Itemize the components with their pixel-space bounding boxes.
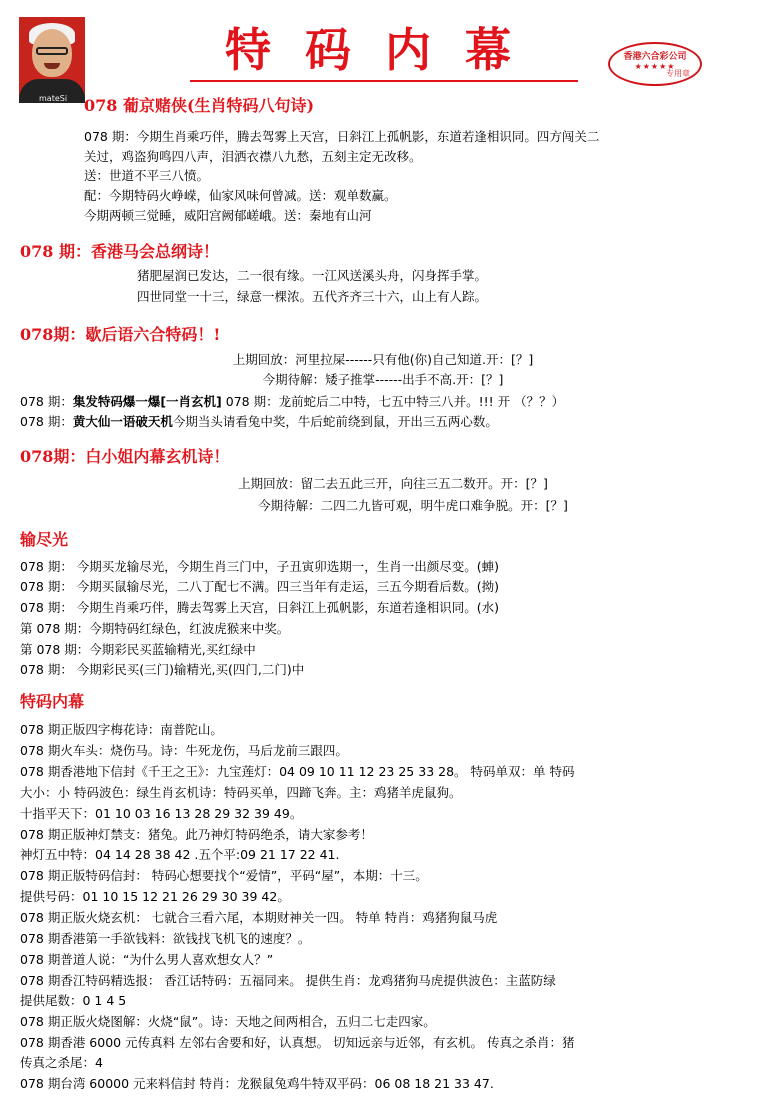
text-line — [20, 413, 498, 431]
text-line: 078 期正版火烧图解：火烧“鼠”。诗：天地之间两相合，五归二七走四家。 — [20, 1014, 436, 1029]
text-line — [20, 393, 564, 411]
text-line: 今期待解：矮子推掌------出手不高.开：[？] — [262, 372, 504, 387]
text-line: 上期回放：河里拉屎------只有他(你)自己知道.开：[？] — [232, 352, 534, 367]
text-line: 078 期： 今期生肖乘巧伴，腾去驾雾上天宫，日斜江上孤帆影，东道若逢相识同。(水) — [20, 600, 500, 615]
bold-heading: 集发特码爆一爆[一肖玄机] — [72, 394, 222, 409]
section-title-general-poem: 078 期：香港马会总纲诗！ — [20, 242, 219, 261]
text-line: 提供号码：01 10 15 12 21 26 29 30 39 42。 — [20, 889, 290, 904]
text-line: 078 期香港第一手欲钱料：欲钱找飞机飞的速度？。 — [20, 931, 311, 946]
text-line: 078 期： 今期买龙输尽光，今期生肖三门中，子丑寅卯选期一，生肖一出颜尽变。(蛼) — [20, 559, 500, 574]
text-line: 078 期正版四字梅花诗：南普陀山。 — [20, 722, 223, 737]
seal-stars: ★★★★★ — [634, 62, 676, 71]
text-line: 078 期正版神灯禁支：猪兔。此乃神灯特码绝杀，请大家参考！ — [20, 827, 373, 842]
seal-bottom-text: 专用章 — [666, 69, 690, 78]
title-underline — [190, 80, 578, 82]
text-line: 今期两顿三觉睡，威阳宫阙郁嵯峨。送：秦地有山河 — [84, 208, 372, 223]
text-line: 十指平天下：01 10 03 16 13 28 29 32 39 49。 — [20, 806, 303, 821]
section-title-lose-all: 输尽光 — [20, 530, 69, 549]
seal-top-text: 香港六合彩公司 — [623, 52, 687, 62]
text-line: 配：今期特码火峥嵘，仙家风味何曾减。送：观单数赢。 — [84, 188, 397, 203]
text-line: 078 期香港地下信封《千王之王》：九宝莲灯：04 09 10 11 12 23 25 33 28。 特码单双：单 特码 — [20, 764, 575, 779]
company-seal — [608, 42, 702, 86]
text-line: 078 期香港 6000 元传真料 左邻右舍要和好，认真想。 切知远亲与近邻，有玄机。 传真之杀肖：猪 — [20, 1035, 575, 1050]
bold-heading: 黄大仙一语破天机 — [72, 414, 173, 429]
avatar-label: mateSi — [39, 94, 68, 103]
text-line: 078 期火车头：烧伤马。诗：牛死龙伤，马后龙前三跟四。 — [20, 743, 348, 758]
text-line: 078 期： 今期买鼠输尽光，二八丁配七不满。四三当年有走运，三五今期看后数。(拗) — [20, 579, 500, 594]
issue-prefix: 078 期： — [20, 394, 73, 409]
avatar — [19, 17, 85, 103]
issue-text: 078 期：龙前蛇后二中特，七五中特三八并。!!! 开 （？？） — [221, 394, 565, 409]
text-line: 第 078 期：今期彩民买蓝输精光,买红绿中 — [20, 642, 256, 657]
section-title-white-lady: 078期：白小姐内幕玄机诗！ — [20, 447, 230, 466]
text-line: 上期回放：留二去五此三开，向往三五二数开。开：[？] — [238, 476, 548, 491]
text-line: 078 期普道人说：“为什么男人喜欢想女人？” — [20, 952, 274, 967]
text-line: 078 期： 今期彩民买(三门)输精光,买(四门,二门)中 — [20, 662, 305, 677]
issue-prefix: 078 期： — [20, 414, 73, 429]
text-line: 提供尾数：0 1 4 5 — [20, 993, 127, 1008]
text-line: 四世同堂一十三，绿意一棵浓。五代齐齐三十六，山上有人踪。 — [137, 289, 488, 304]
text-line: 送：世道不平三八愤。 — [84, 168, 210, 183]
text-line: 第 078 期：今期特码红绿色，红波虎猴来中奖。 — [20, 621, 290, 636]
text-line: 078 期台湾 60000 元来料信封 特肖：龙猴鼠兔鸡牛特双平码：06 08 18 21 33 47. — [20, 1076, 494, 1091]
text-line: 关过，鸡盗狗鸣四八声，泪洒衣襟八九愁，五刻主定无改移。 — [84, 149, 422, 164]
text-line: 神灯五中特：04 14 28 38 42 .五个平:09 21 17 22 41. — [20, 847, 340, 862]
text-line: 猪肥屋润已发达，二一很有缘。一江风送溪头舟，闪身挥手掌。 — [137, 268, 488, 283]
text-line: 大小：小 特码波色：绿生肖玄机诗：特码买单，四蹄飞奔。主：鸡猪羊虎鼠狗。 — [20, 785, 462, 800]
section-title-poem: 078 葡京赌侠(生肖特码八句诗) — [84, 96, 315, 115]
text-line: 078 期香江特码精选报： 香江话特码：五福同来。 提供生肖：龙鸡猪狗马虎提供波色：主蓝防绿 — [20, 973, 556, 988]
text-line: 078 期：今期生肖乘巧伴，腾去驾雾上天宫，日斜江上孤帆影，东道若逢相识同。四方闯关二 — [84, 129, 600, 144]
text-line: 今期待解：二四二九皆可观，明牛虎口难争脱。开：[？] — [258, 498, 568, 513]
text-line: 078 期正版火烧玄机： 七就合三看六尾，本期财神关一四。 特单 特肖：鸡猪狗鼠马虎 — [20, 910, 498, 925]
issue-text: 今期当头请看兔中奖，牛后蛇前绕到鼠，开出三五两心数。 — [172, 414, 498, 429]
page-title: 特码内幕 — [225, 23, 545, 77]
section-title-inside-story: 特码内幕 — [20, 692, 85, 711]
avatar-glasses — [36, 47, 68, 55]
text-line: 078 期正版特码信封： 特码心想要找个“爱情”，平码“屋”，本期：十三。 — [20, 868, 428, 883]
text-line: 传真之杀尾：4 — [20, 1055, 103, 1070]
section-title-xiehouyu: 078期：歇后语六合特码！! — [20, 325, 221, 344]
